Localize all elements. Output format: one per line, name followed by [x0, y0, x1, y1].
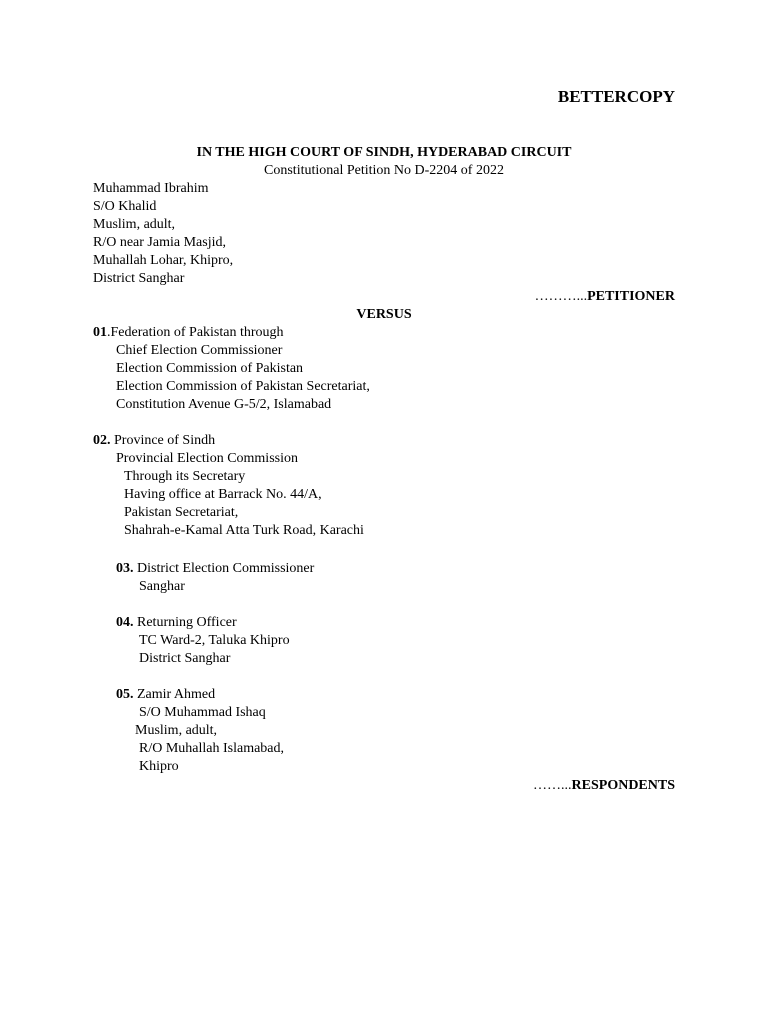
respondent-4-line: TC Ward-2, Taluka Khipro [139, 633, 290, 648]
respondent-3-heading [116, 560, 314, 578]
respondent-4-line: District Sanghar [139, 651, 231, 666]
copy-label: BETTERCOPY [557, 87, 675, 106]
respondent-1-line: Constitution Avenue G-5/2, Islamabad [116, 397, 332, 412]
respondent-1-name: .Federation of Pakistan through [107, 325, 284, 340]
respondent-3-name: District Election Commissioner [133, 561, 315, 576]
respondent-2-name: Province of Sindh [110, 433, 216, 448]
respondent-2-line: Shahrah-e-Kamal Atta Turk Road, Karachi [124, 523, 364, 538]
respondent-1-heading [93, 324, 284, 342]
petitioner-label: PETITIONER [587, 289, 675, 304]
court-title: IN THE HIGH COURT OF SINDH, HYDERABAD CIRCUIT [196, 145, 572, 160]
respondent-4-name: Returning Officer [133, 615, 237, 630]
respondent-5-line: R/O Muhallah Islamabad, [139, 741, 285, 756]
petitioner-address-1: R/O near Jamia Masjid, [93, 235, 226, 250]
respondent-4-number: 04. [116, 615, 134, 630]
petitioner-dots: ………... [534, 289, 588, 304]
respondent-5-number: 05. [116, 687, 134, 702]
respondent-1-line: Election Commission of Pakistan [116, 361, 304, 376]
petitioner-designation [535, 288, 675, 306]
respondents-designation [533, 777, 675, 795]
respondent-3-number: 03. [116, 561, 134, 576]
respondent-2-line: Provincial Election Commission [116, 451, 298, 466]
respondent-2-line: Having office at Barrack No. 44/A, [124, 487, 322, 502]
respondent-1-number: 01 [93, 325, 107, 340]
respondent-4-heading [116, 614, 237, 632]
respondent-5-line: S/O Muhammad Ishaq [139, 705, 266, 720]
petition-number: Constitutional Petition No D-2204 of 2022 [264, 163, 504, 178]
petitioner-religion: Muslim, adult, [93, 217, 176, 232]
respondent-2-line: Pakistan Secretariat, [124, 505, 239, 520]
respondent-2-number: 02. [93, 433, 111, 448]
respondent-5-line: Muslim, adult, [135, 723, 218, 738]
petitioner-name: Muhammad Ibrahim [93, 181, 209, 196]
respondents-dots: ……... [533, 778, 572, 793]
respondent-2-line: Through its Secretary [124, 469, 246, 484]
respondent-1-line: Chief Election Commissioner [116, 343, 283, 358]
petitioner-address-2: Muhallah Lohar, Khipro, [93, 253, 234, 268]
respondent-5-heading [116, 686, 215, 704]
petitioner-district: District Sanghar [93, 271, 185, 286]
respondent-3-line: Sanghar [139, 579, 185, 594]
respondent-1-line: Election Commission of Pakistan Secretariat, [116, 379, 370, 394]
respondent-5-name: Zamir Ahmed [133, 687, 216, 702]
versus-heading: VERSUS [356, 307, 412, 322]
respondents-label: RESPONDENTS [571, 778, 675, 793]
respondent-5-line: Khipro [139, 759, 179, 774]
respondent-2-heading [93, 432, 215, 450]
petitioner-parentage: S/O Khalid [93, 199, 157, 214]
